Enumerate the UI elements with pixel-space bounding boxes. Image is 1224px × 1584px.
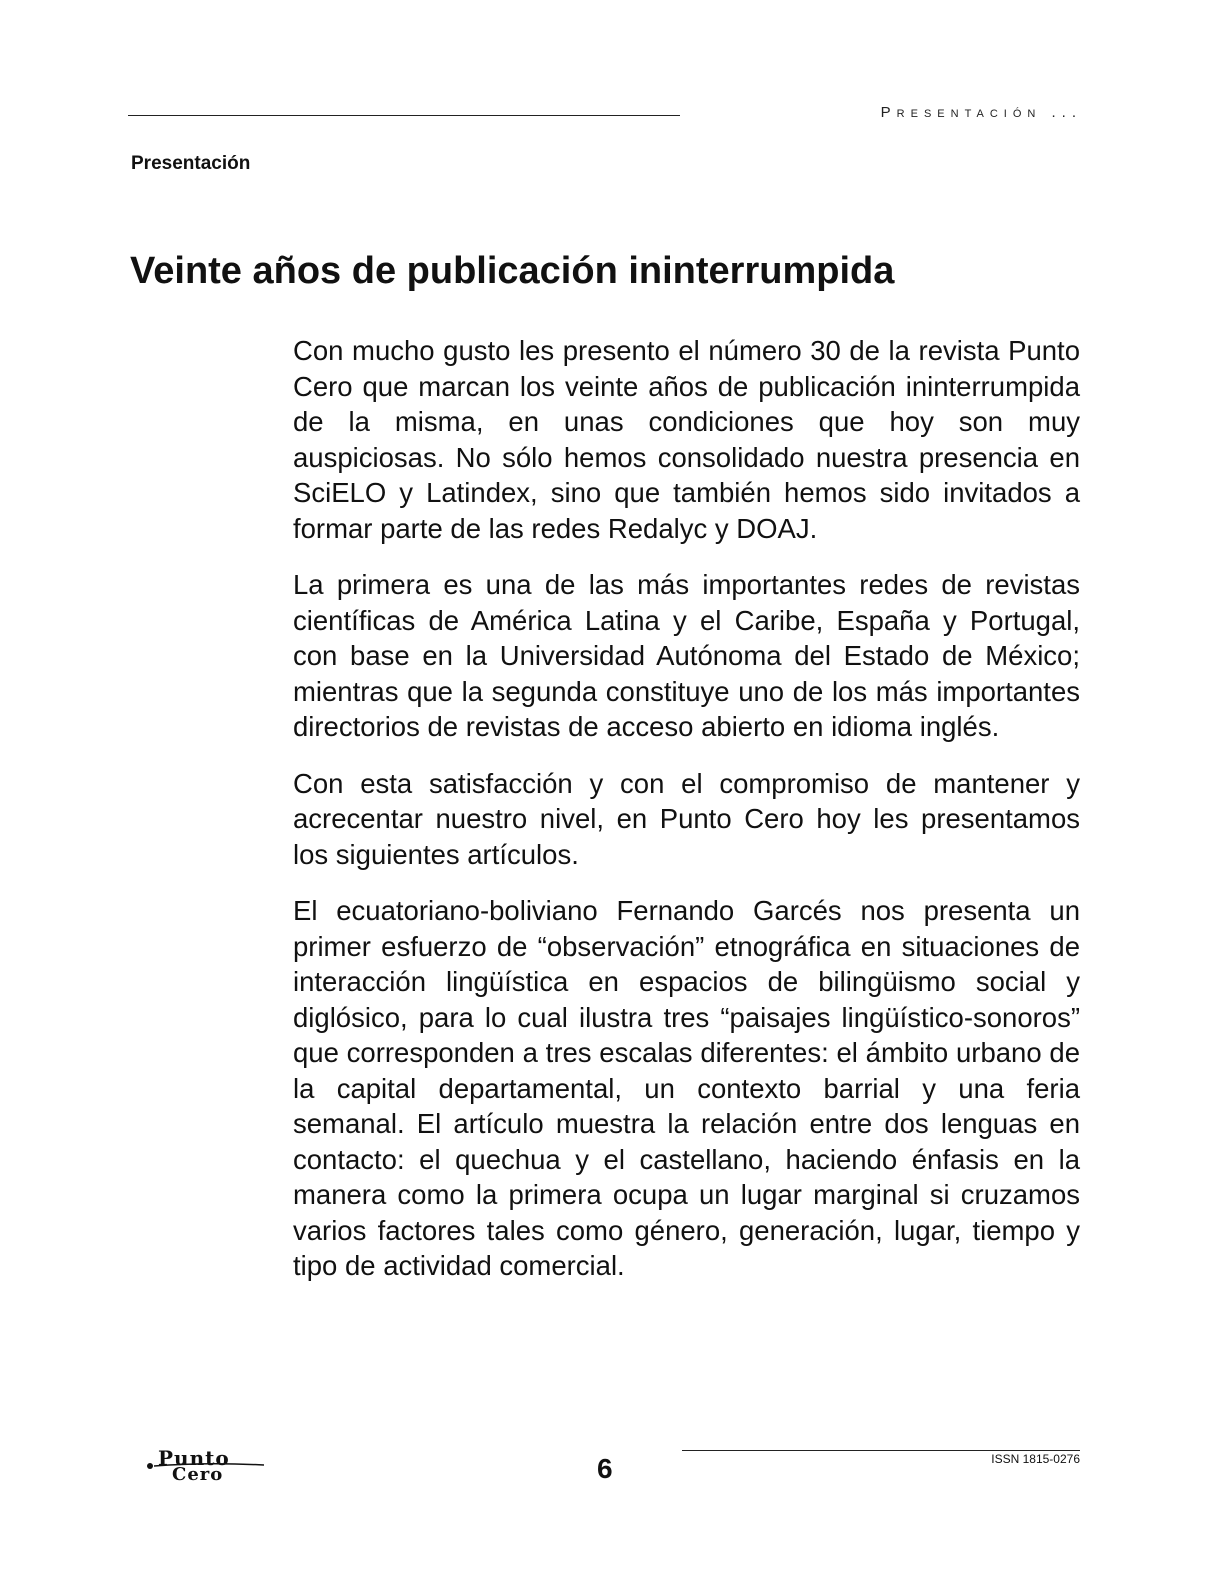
issn-label: ISSN 1815-0276: [991, 1452, 1080, 1466]
header-rule: [128, 115, 680, 116]
running-head: Presentación ...: [880, 104, 1082, 121]
page-number: 6: [597, 1453, 613, 1484]
punto-cero-logo: [140, 1446, 270, 1488]
article-title: Veinte años de publicación ininterrumpida: [130, 250, 895, 292]
body-text: [293, 333, 1080, 1305]
paragraph: Con esta satisfacción y con el compromiso de mantener y acrecentar nuestro nivel, en Punto Cero hoy les presentamos los siguientes artículos.: [293, 767, 1080, 870]
paragraph: El ecuatoriano-boliviano Fernando Garcés nos presenta un primer esfuerzo de “observación” etnográfica en situaciones de interacción lingüística en espacios de bilingüismo social y diglósico, para lo cual ilustra tres “paisajes lingüístico-sonoros” que corresponden a tres escalas diferentes: el ámbito urbano de la capital departamental, un contexto barrial y una feria semanal. El artículo muestra la relación entre dos lenguas en contacto: el quechua y el castellano, haciendo énfasis en la manera como la primera ocupa un lugar marginal si cruzamos varios factores tales como género, generación, lugar, tiempo y tipo de actividad comercial.: [293, 895, 1080, 1281]
paragraph: Con mucho gusto les presento el número 30 de la revista Punto Cero que marcan los veinte años de publicación ininterrumpida de la misma, en unas condiciones que hoy son muy auspiciosas. No sólo hemos consolidado nuestra presencia en SciELO y Latindex, sino que también hemos sido invitados a formar parte de las redes Redalyc y DOAJ.: [293, 335, 1080, 544]
footer-rule: [682, 1450, 1080, 1451]
paragraph: La primera es una de las más importantes redes de revistas científicas de América Latina y el Caribe, España y Portugal, con base en la Universidad Autónoma del Estado de México; mientras que la segunda constituye uno de los más importantes directorios de revistas de acceso abierto en idioma inglés.: [293, 569, 1080, 742]
logo-text-punto: Punto: [158, 1446, 230, 1470]
section-label: Presentación: [131, 153, 251, 174]
logo-text-cero: Cero: [172, 1464, 224, 1485]
